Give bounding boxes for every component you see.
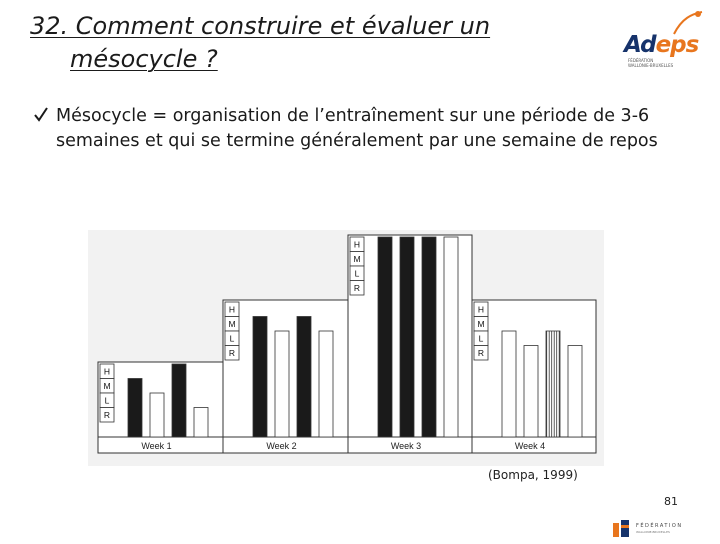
mesocycle-chart [88, 230, 604, 466]
session-bar [502, 331, 516, 437]
intensity-level-label: L [104, 395, 110, 406]
intensity-level-label: H [228, 304, 236, 315]
slide-title [30, 10, 550, 76]
slide-title-line-2: mésocycle ? [70, 45, 218, 73]
session-bar [194, 408, 208, 438]
session-bar [568, 346, 582, 438]
citation: (Bompa, 1999) [488, 468, 578, 482]
intensity-level-label: M [477, 319, 485, 329]
session-bar [172, 364, 186, 437]
footer-line-1: FÉDÉRATION [636, 523, 683, 529]
intensity-level-label: H [103, 366, 111, 377]
session-bar [150, 393, 164, 437]
intensity-level-label: R [103, 410, 111, 420]
intensity-level-label: M [228, 319, 236, 329]
session-bar [253, 317, 267, 438]
intensity-level-label: L [478, 333, 484, 344]
intensity-level-label: R [477, 348, 485, 358]
intensity-level-label: M [103, 381, 111, 391]
week-axis-label: Week 1 [141, 441, 172, 451]
slide-title-line-1: 32. Comment construire et évaluer un [30, 12, 491, 40]
logo-wordmark: Adeps [624, 32, 699, 58]
intensity-level-label: L [229, 333, 235, 344]
session-bar [128, 379, 142, 438]
intensity-level-label: L [354, 268, 360, 279]
week-axis-label: Week 4 [514, 441, 546, 451]
bullet-point [33, 104, 703, 154]
session-bar [297, 317, 311, 438]
mesocycle-figure [88, 230, 604, 466]
adeps-logo [624, 10, 708, 68]
footer-line-2: WALLONIE-BRUXELLES [636, 530, 670, 534]
session-bar [444, 237, 458, 437]
logo-tagline: FÉDÉRATION WALLONIE-BRUXELLES [628, 58, 674, 68]
intensity-level-label: R [353, 283, 361, 293]
session-bar [319, 331, 333, 437]
session-bar [400, 237, 414, 437]
intensity-level-label: M [353, 254, 361, 264]
session-bar [378, 237, 392, 437]
federation-footer-logo [610, 518, 720, 540]
intensity-level-label: H [353, 239, 361, 250]
session-bar [524, 346, 538, 438]
page-number: 81 [664, 495, 678, 508]
session-bar [546, 331, 560, 437]
session-bar [422, 237, 436, 437]
week-axis-label: Week 2 [266, 441, 297, 451]
intensity-level-label: R [228, 348, 236, 358]
checkmark-icon [33, 104, 49, 124]
bullet-text: Mésocycle = organisation de l’entraînement sur une période de 3-6 semaines et qui se termine généralement par une semaine de repos [56, 106, 658, 151]
week-axis-label: Week 3 [390, 441, 422, 451]
intensity-level-label: H [477, 304, 485, 315]
session-bar [275, 331, 289, 437]
federation-logo-icon [610, 518, 634, 540]
